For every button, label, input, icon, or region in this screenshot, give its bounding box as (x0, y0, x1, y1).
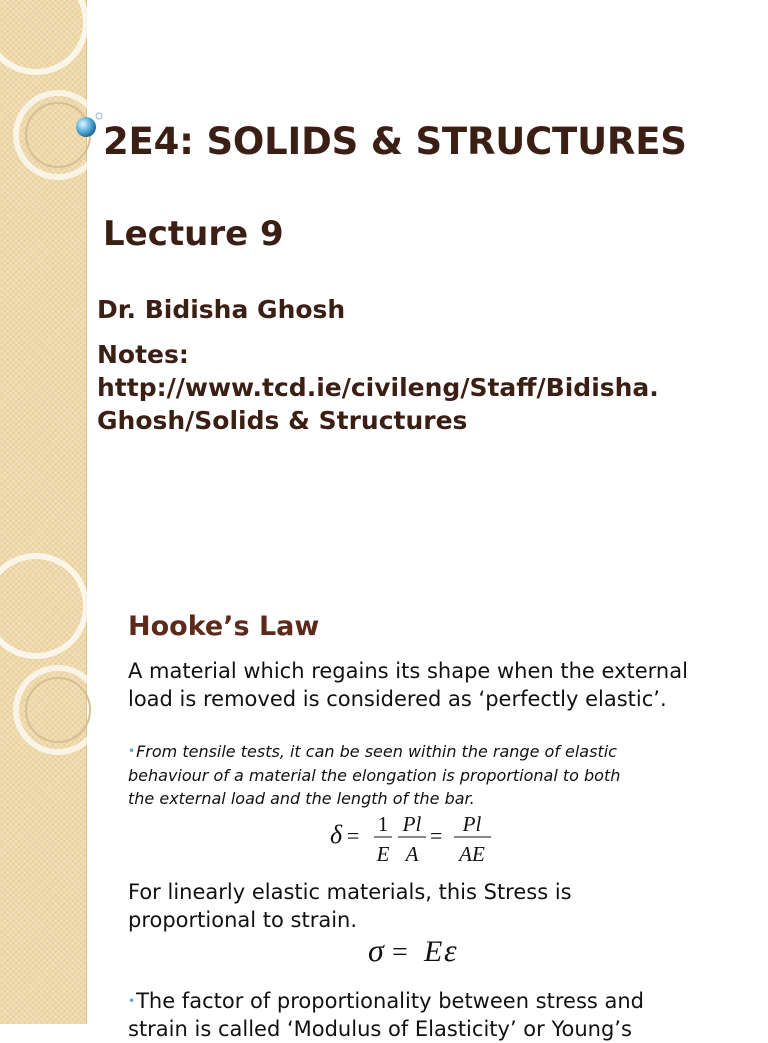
paragraph-linearly-elastic (128, 878, 572, 934)
formula-denominator: A (405, 842, 419, 866)
formula-symbol: δ (330, 820, 343, 849)
formula-stress-strain (368, 932, 478, 972)
decorative-rings (0, 576, 130, 1024)
formula-denominator: E (376, 842, 390, 866)
bullet-modulus-of-elasticity (128, 987, 644, 1043)
formula-equals: = (347, 823, 360, 848)
slide-heading: Hooke’s Law (128, 611, 320, 642)
paragraph-line: A material which regains its shape when the external (128, 659, 688, 683)
bullet-line: strain is called ‘Modulus of Elasticity’ or Young’s (128, 1017, 632, 1041)
blue-ball-icon (76, 117, 96, 137)
paragraph-line: load is removed is considered as ‘perfectly elastic’. (128, 687, 667, 711)
paragraph-line: proportional to strain. (128, 908, 358, 932)
formula-denominator: AE (459, 842, 485, 866)
formula-symbol: ε (444, 932, 457, 968)
bullet-line: the external load and the length of the bar. (128, 789, 475, 808)
formula-numerator: Pl (462, 812, 482, 836)
notes-url-line1: http://www.tcd.ie/civileng/Staff/Bidisha. (97, 373, 659, 402)
bullet-dot-icon: • (128, 994, 136, 1008)
lecture-number: Lecture 9 (103, 214, 284, 254)
bullet-line: From tensile tests, it can be seen within the range of elastic (136, 742, 617, 761)
bullet-dot-icon: • (128, 744, 136, 758)
formula-equals: = (392, 937, 408, 968)
bullet-tensile-tests (128, 740, 620, 811)
slide-hookes-law (0, 576, 768, 1041)
paragraph-line: For linearly elastic materials, this Stress is (128, 880, 572, 904)
formula-numerator: 1 (377, 812, 389, 836)
decorative-rings (0, 0, 130, 576)
slide-title-text: 2E4: SOLIDS & STRUCTURES (103, 120, 687, 163)
formula-symbol: σ (368, 932, 384, 968)
bullet-line: behaviour of a material the elongation is proportional to both (128, 765, 621, 785)
bullet-line: The factor of proportionality between stress and (136, 989, 645, 1013)
notes-label: Notes: (97, 340, 189, 369)
formula-symbol: E (424, 935, 443, 968)
paragraph-perfectly-elastic (128, 657, 688, 713)
notes-block (97, 338, 659, 437)
formula-equals: = (430, 823, 443, 848)
formula-numerator: Pl (402, 812, 422, 836)
author-name: Dr. Bidisha Ghosh (97, 295, 346, 324)
notes-url-line2: Ghosh/Solids & Structures (97, 406, 468, 435)
formula-elongation (330, 807, 500, 869)
